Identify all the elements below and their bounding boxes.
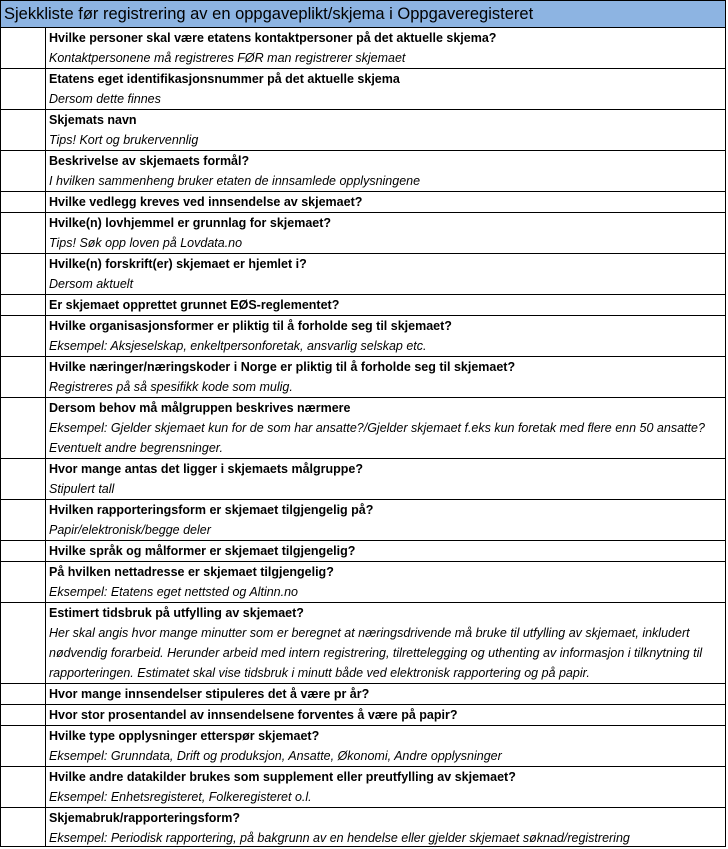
checklist-note: Eksempel: Gjelder skjemaet kun for de som har ansatte?/Gjelder skjemaet f.eks kun foretak med flere enn 50 ansatte? Eventuelt andre begrensninger. bbox=[49, 421, 705, 455]
checklist-row-content-cell[interactable] bbox=[46, 500, 725, 540]
checklist-row bbox=[1, 500, 725, 541]
checklist-question: Hvilke organisasjonsformer er pliktig til å forholde seg til skjemaet? bbox=[49, 319, 452, 333]
checklist-row bbox=[1, 726, 725, 767]
checklist-question: På hvilken nettadresse er skjemaet tilgjengelig? bbox=[49, 565, 334, 579]
checklist-question: Hvor stor prosentandel av innsendelsene forventes å være på papir? bbox=[49, 708, 458, 722]
checklist-question: Hvor mange antas det ligger i skjemaets målgruppe? bbox=[49, 462, 363, 476]
checklist-row bbox=[1, 151, 725, 192]
checklist-row-blank-cell[interactable] bbox=[1, 767, 46, 807]
checklist-row-content-cell[interactable] bbox=[46, 767, 725, 807]
checklist-row-blank-cell[interactable] bbox=[1, 562, 46, 602]
checklist-question: Skjemabruk/rapporteringsform? bbox=[49, 811, 241, 825]
checklist-row bbox=[1, 398, 725, 459]
checklist-row bbox=[1, 603, 725, 684]
checklist-question: Hvor mange innsendelser stipuleres det å være pr år? bbox=[49, 687, 370, 701]
checklist-question: Beskrivelse av skjemaets formål? bbox=[49, 154, 250, 168]
checklist-row bbox=[1, 213, 725, 254]
checklist-note: Eksempel: Etatens eget nettsted og Altinn.no bbox=[49, 585, 298, 599]
checklist-row bbox=[1, 295, 725, 316]
checklist-row-blank-cell[interactable] bbox=[1, 151, 46, 191]
checklist-row-content-cell[interactable] bbox=[46, 562, 725, 602]
checklist-note: Stipulert tall bbox=[49, 482, 115, 496]
checklist-note: Tips! Søk opp loven på Lovdata.no bbox=[49, 236, 243, 250]
checklist-row-blank-cell[interactable] bbox=[1, 705, 46, 725]
checklist-row-blank-cell[interactable] bbox=[1, 500, 46, 540]
checklist-row-blank-cell[interactable] bbox=[1, 541, 46, 561]
checklist-note: Eksempel: Enhetsregisteret, Folkeregisteret o.l. bbox=[49, 790, 312, 804]
checklist-row-blank-cell[interactable] bbox=[1, 295, 46, 315]
checklist-row-blank-cell[interactable] bbox=[1, 726, 46, 766]
checklist-question: Estimert tidsbruk på utfylling av skjemaet? bbox=[49, 606, 304, 620]
checklist-note: Registreres på så spesifikk kode som mulig. bbox=[49, 380, 293, 394]
checklist-row bbox=[1, 28, 725, 69]
checklist-question: Hvilke vedlegg kreves ved innsendelse av skjemaet? bbox=[49, 195, 363, 209]
checklist-row-content-cell[interactable] bbox=[46, 254, 725, 294]
checklist-rows bbox=[1, 28, 725, 847]
checklist-row bbox=[1, 192, 725, 213]
checklist-question: Hvilke personer skal være etatens kontaktpersoner på det aktuelle skjema? bbox=[49, 31, 497, 45]
checklist-note: Dersom dette finnes bbox=[49, 92, 161, 106]
checklist-row bbox=[1, 357, 725, 398]
checklist-row-content-cell[interactable] bbox=[46, 213, 725, 253]
checklist-note: Her skal angis hvor mange minutter som er beregnet at næringsdrivende må bruke til utfylling av skjemaet, inkludert nødvendig forarbeid. Herunder arbeid med intern registrering, tilrettelegging og uthenting av informasjon i tilknytning til rapporteringen. Estimatet skal vise tidsbruk i minutt både ved elektronisk rapportering og på papir. bbox=[49, 626, 703, 680]
checklist-row-blank-cell[interactable] bbox=[1, 808, 46, 847]
checklist-row-blank-cell[interactable] bbox=[1, 213, 46, 253]
checklist-row-content-cell[interactable] bbox=[46, 192, 725, 212]
checklist-row-content-cell[interactable] bbox=[46, 541, 725, 561]
checklist-row-content-cell[interactable] bbox=[46, 295, 725, 315]
checklist-row-content-cell[interactable] bbox=[46, 726, 725, 766]
checklist-question: Hvilke næringer/næringskoder i Norge er pliktig til å forholde seg til skjemaet? bbox=[49, 360, 516, 374]
checklist-row-blank-cell[interactable] bbox=[1, 316, 46, 356]
checklist-row-blank-cell[interactable] bbox=[1, 28, 46, 68]
checklist-row-content-cell[interactable] bbox=[46, 684, 725, 704]
checklist-row-blank-cell[interactable] bbox=[1, 254, 46, 294]
checklist-row bbox=[1, 684, 725, 705]
checklist-row-blank-cell[interactable] bbox=[1, 69, 46, 109]
checklist-row-content-cell[interactable] bbox=[46, 316, 725, 356]
checklist-row bbox=[1, 110, 725, 151]
checklist-question: Hvilke type opplysninger etterspør skjemaet? bbox=[49, 729, 320, 743]
checklist-row-blank-cell[interactable] bbox=[1, 398, 46, 458]
checklist-question: Etatens eget identifikasjonsnummer på det aktuelle skjema bbox=[49, 72, 400, 86]
checklist-note: Eksempel: Aksjeselskap, enkeltpersonforetak, ansvarlig selskap etc. bbox=[49, 339, 427, 353]
checklist-row bbox=[1, 767, 725, 808]
checklist-note: Eksempel: Periodisk rapportering, på bakgrunn av en hendelse eller gjelder skjemaet søknad/registrering bbox=[49, 831, 630, 845]
checklist-row bbox=[1, 254, 725, 295]
checklist-note: Dersom aktuelt bbox=[49, 277, 134, 291]
checklist-row-blank-cell[interactable] bbox=[1, 192, 46, 212]
checklist-row-blank-cell[interactable] bbox=[1, 459, 46, 499]
checklist-row bbox=[1, 541, 725, 562]
checklist-row bbox=[1, 459, 725, 500]
checklist-row bbox=[1, 808, 725, 847]
checklist-question: Skjemats navn bbox=[49, 113, 137, 127]
checklist-question: Hvilke(n) lovhjemmel er grunnlag for skjemaet? bbox=[49, 216, 332, 230]
checklist-row bbox=[1, 705, 725, 726]
checklist-row-content-cell[interactable] bbox=[46, 69, 725, 109]
checklist-row-blank-cell[interactable] bbox=[1, 684, 46, 704]
checklist-row-content-cell[interactable] bbox=[46, 357, 725, 397]
checklist-row-content-cell[interactable] bbox=[46, 398, 725, 458]
checklist-row-blank-cell[interactable] bbox=[1, 603, 46, 683]
checklist-row bbox=[1, 316, 725, 357]
checklist-note: I hvilken sammenheng bruker etaten de innsamlede opplysningene bbox=[49, 174, 421, 188]
checklist-note: Eksempel: Grunndata, Drift og produksjon, Ansatte, Økonomi, Andre opplysninger bbox=[49, 749, 502, 763]
checklist-row-content-cell[interactable] bbox=[46, 705, 725, 725]
checklist-row bbox=[1, 69, 725, 110]
sheet-title[interactable]: Sjekkliste før registrering av en oppgaveplikt/skjema i Oppgaveregisteret bbox=[1, 1, 725, 28]
checklist-row-blank-cell[interactable] bbox=[1, 357, 46, 397]
checklist-question: Hvilken rapporteringsform er skjemaet tilgjengelig på? bbox=[49, 503, 374, 517]
checklist-question: Er skjemaet opprettet grunnet EØS-reglementet? bbox=[49, 298, 340, 312]
checklist-note: Papir/elektronisk/begge deler bbox=[49, 523, 211, 537]
checklist-row bbox=[1, 562, 725, 603]
checklist-row-content-cell[interactable] bbox=[46, 808, 725, 847]
checklist-note: Tips! Kort og brukervennlig bbox=[49, 133, 199, 147]
checklist-row-blank-cell[interactable] bbox=[1, 110, 46, 150]
checklist-question: Hvilke(n) forskrift(er) skjemaet er hjemlet i? bbox=[49, 257, 307, 271]
checklist-row-content-cell[interactable] bbox=[46, 151, 725, 191]
checklist-question: Hvilke andre datakilder brukes som supplement eller preutfylling av skjemaet? bbox=[49, 770, 516, 784]
checklist-row-content-cell[interactable] bbox=[46, 603, 725, 683]
checklist-row-content-cell[interactable] bbox=[46, 28, 725, 68]
checklist-question: Hvilke språk og målformer er skjemaet tilgjengelig? bbox=[49, 544, 356, 558]
checklist-question: Dersom behov må målgruppen beskrives nærmere bbox=[49, 401, 351, 415]
checklist-row-content-cell[interactable] bbox=[46, 459, 725, 499]
checklist-row-content-cell[interactable] bbox=[46, 110, 725, 150]
checklist-note: Kontaktpersonene må registreres FØR man registrerer skjemaet bbox=[49, 51, 406, 65]
